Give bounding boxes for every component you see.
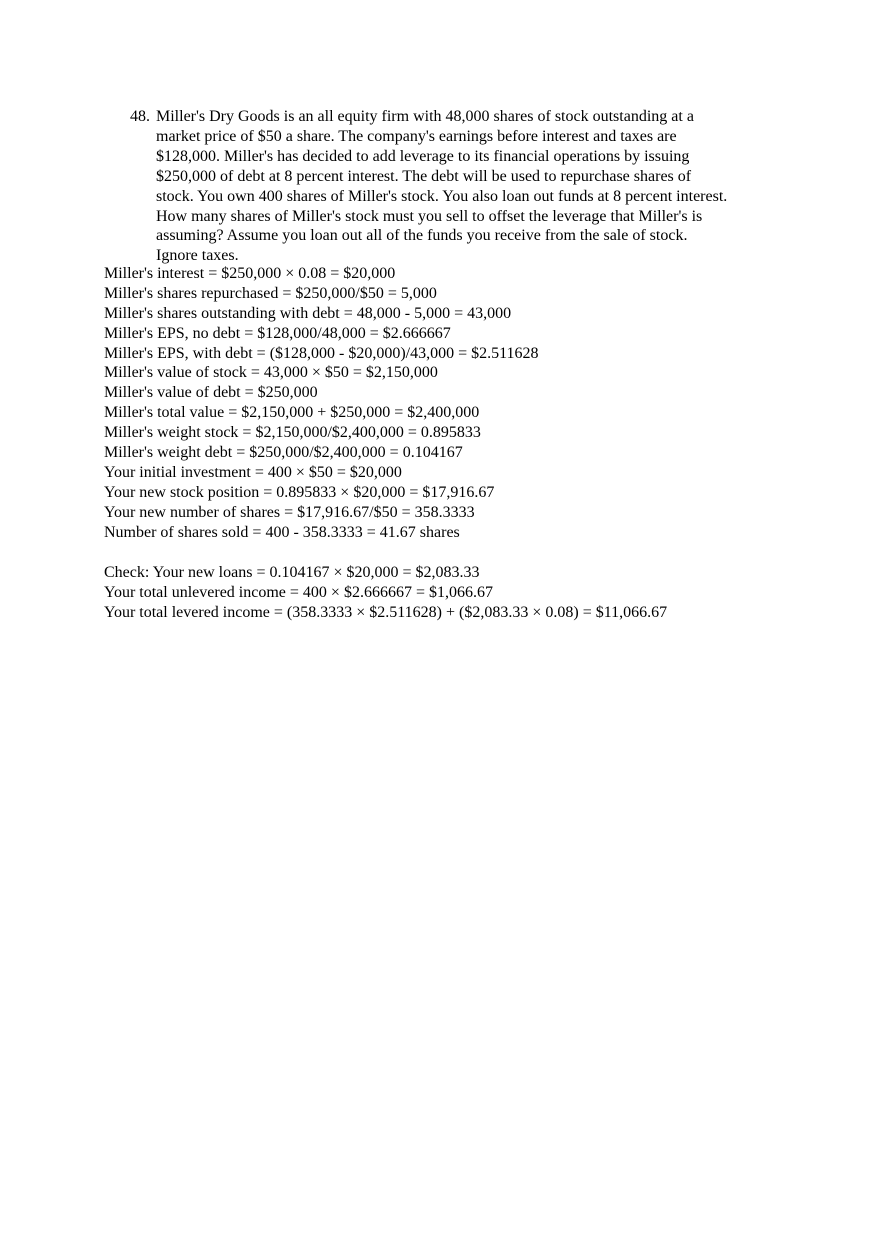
check-block xyxy=(104,563,824,623)
solution-line: Miller's value of stock = 43,000 × $50 = $2,150,000 xyxy=(104,364,438,382)
solution-line: Miller's value of debt = $250,000 xyxy=(104,384,318,402)
solution-line: Miller's shares repurchased = $250,000/$50 = 5,000 xyxy=(104,284,437,302)
solution-block xyxy=(104,264,824,542)
solution-line: Miller's EPS, no debt = $128,000/48,000 = $2.666667 xyxy=(104,324,451,342)
solution-line: Your initial investment = 400 × $50 = $20,000 xyxy=(104,463,402,481)
solution-line: Miller's EPS, with debt = ($128,000 - $20,000)/43,000 = $2.511628 xyxy=(104,344,539,362)
check-line: Check: Your new loans = 0.104167 × $20,000 = $2,083.33 xyxy=(104,564,480,581)
check-line: Your total unlevered income = 400 × $2.666667 = $1,066.67 xyxy=(104,583,493,601)
question-number: 48. xyxy=(130,108,150,125)
solution-line: Number of shares sold = 400 - 358.3333 = 41.67 shares xyxy=(104,523,460,541)
question-text: Miller's Dry Goods is an all equity firm with 48,000 shares of stock outstanding at a market price of $50 a share. The company's earnings before interest and taxes are $128,000. Miller's has decided to add leverage to its financial operations by issuing $250,000 of debt at 8 percent interest. The debt will be used to repurchase shares of stock. You own 400 shares of Miller's stock. You also loan out funds at 8 percent interest. How many shares of Miller's stock must you sell to offset the leverage that Miller's is assuming? Assume you loan out all of the funds you receive from the sale of stock. Ignore taxes. xyxy=(156,108,728,265)
solution-line: Miller's weight debt = $250,000/$2,400,000 = 0.104167 xyxy=(104,444,463,462)
solution-line: Your new number of shares = $17,916.67/$50 = 358.3333 xyxy=(104,503,475,521)
solution-line: Miller's weight stock = $2,150,000/$2,400,000 = 0.895833 xyxy=(104,424,481,442)
check-line: Your total levered income = (358.3333 × $2.511628) + ($2,083.33 × 0.08) = $11,066.67 xyxy=(104,603,668,621)
solution-line: Miller's interest = $250,000 × 0.08 = $20,000 xyxy=(104,265,396,282)
solution-line: Your new stock position = 0.895833 × $20,000 = $17,916.67 xyxy=(104,483,495,501)
solution-line: Miller's total value = $2,150,000 + $250,000 = $2,400,000 xyxy=(104,404,480,422)
solution-line: Miller's shares outstanding with debt = 48,000 - 5,000 = 43,000 xyxy=(104,304,512,322)
